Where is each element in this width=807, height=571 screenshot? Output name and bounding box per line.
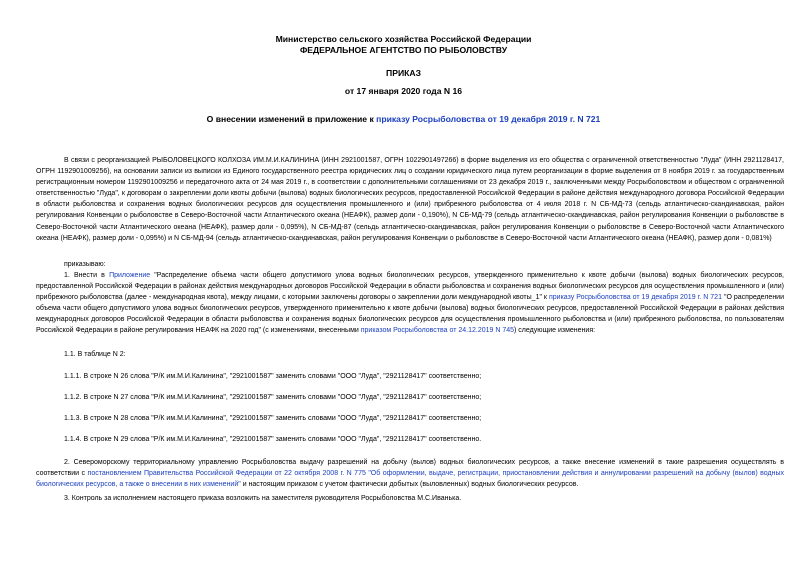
p2-text-a: 2. Североморскому территориальному управлению Росрыболовства выдачу разрешений на добычу (вылов) водных биологических ресурсов, а также внесение изменений в такие разрешения осуществлять в соответствии с — [36, 459, 784, 478]
p1-text-a: 1. Внести в — [64, 272, 110, 279]
order-745-link[interactable]: приказом Росрыболовства от 24.12.2019 N 745 — [360, 327, 515, 335]
title-text: О внесении изменений в приложение к — [206, 114, 377, 124]
paragraph-1-1-2: 1.1.2. В строке N 27 слова "Р/К им.М.И.Калинина", "2921001587" заменить словами "ООО "Луда", "2921128417" соответственно; — [64, 394, 482, 401]
document-title — [0, 114, 807, 124]
resolution-775-link[interactable]: постановлением Правительства Российской Федерации от 22 октября 2008 г. N 775 "Об оформлении, выдаче, регистрации, приостановлении действия и аннулировании разрешений на добычу (вылов) водных биологических ресурсов, а также о внесении в них изменений" — [36, 470, 784, 489]
appendix-link[interactable]: Приложение — [109, 272, 151, 279]
paragraph-1-1-4: 1.1.4. В строке N 29 слова "Р/К им.М.И.Калинина", "2921001587" заменить словами "ООО "Луда", "2921128417" соответственно. — [64, 436, 482, 443]
order-word: приказываю: — [64, 261, 106, 268]
intro-paragraph: В связи с реорганизацией РЫБОЛОВЕЦКОГО КОЛХОЗА ИМ.М.И.КАЛИНИНА (ИНН 2921001587, ОГРН 1022901497266) в форме выделения из его общества с ограниченной ответственностью "Луда" (ИНН 2921128417, ОГРН 1192901009256), на основании записи из выписки из Единого государственного реестра юридических лиц о создании юридического лица путем реорганизации в форме выделения от 8 ноября 2019 г. за государственным регистрационным номером 1192901009256 и передаточного акта от 24 мая 2019 г., в соответствии с дополнительными соглашениями от 23 декабря 2019 г., заключенными между Росрыболовством и обществом с ограниченной ответственностью "Луда", к договорам о закреплении доли квоты добычи (вылова) водных биологических ресурсов, предоставленной Российской Федерации в районе действия международного договора Российской Федерации в области рыболовства и сохранения водных биологических ресурсов для осуществления промышленного и (или) прибрежного рыболовства от 4 июля 2018 г. N СБ-МД-73 (сельдь атлантическо-скандинавская, район регулирования Конвенции о рыболовстве в Северо-Восточной части Атлантического океана (НЕАФК), размер доли - 0,190%), N СБ-МД-79 (сельдь атлантическо-скандинавская, район регулирования Конвенции о рыболовстве в Северо-Восточной части Атлантического океана (НЕАФК), размер доли - 0,095%), N СБ-МД-87 (сельдь атлантическо-скандинавская, район регулирования Конвенции о рыболовстве в Северо-Восточной части Атлантического океана (НЕАФК), размер доли - 0,095%) и N СБ-МД-94 (сельдь атлантическо-скандинавская, район регулирования Конвенции о рыболовстве в Северо-Восточной части Атлантического океана (НЕАФК), размер доли - 0,081%) — [36, 157, 784, 242]
p2-text-b: и настоящим приказом с учетом фактически добытых (выловленных) водных биологических ресурсов. — [240, 481, 579, 489]
ministry-name: Министерство сельского хозяйства Российской Федерации — [275, 34, 532, 44]
document-type: ПРИКАЗ — [386, 68, 421, 78]
document-date-number: от 17 января 2020 года N 16 — [344, 86, 463, 96]
agency-name: ФЕДЕРАЛЬНОЕ АГЕНТСТВО ПО РЫБОЛОВСТВУ — [299, 45, 508, 55]
p1-text-b: "Распределение объема части общего допустимого улова водных биологических ресурсов, утвержденного применительно к квоте добычи (вылова) водных биологических ресурсов, предоставленной Российской Федерации в районах действия международных договоров Российской Федерации в области рыболовства и сохранения водных биологических ресурсов для осуществления промышленного и (или) прибрежного рыболовства (далее - международная квота), между лицами, с которыми заключены договоры о закреплении доли международной квоты_1" к — [36, 272, 784, 302]
paragraph-3: 3. Контроль за исполнением настоящего приказа возложить на заместителя руководителя Росрыболовства М.С.Иванька. — [64, 495, 462, 502]
p1-text-d: ) следующие изменения: — [514, 327, 596, 335]
title-order-link[interactable]: приказу Росрыболовства от 19 декабря 2019 г. N 721 — [376, 114, 601, 124]
paragraph-1 — [36, 270, 784, 338]
paragraph-1-1: 1.1. В таблице N 2: — [64, 351, 126, 358]
paragraph-1-1-1: 1.1.1. В строке N 26 слова "Р/К им.М.И.Калинина", "2921001587" заменить словами "ООО "Луда", "2921128417" соответственно; — [64, 373, 482, 380]
p1-text-c: "О распределении объема части общего допустимого улова водных биологических ресурсов, утвержденного применительно к квоте добычи (вылова) водных биологических ресурсов, предоставленной Российской Федерации в районах действия международных договоров Российской Федерации в области рыболовства и сохранения водных биологических ресурсов для осуществления промышленного рыболовства и (или) прибрежного рыболовства, по пользователям Российской Федерации в районе регулирования НЕАФК на 2020 год" (с изменениями, внесенными — [36, 294, 784, 335]
paragraph-2 — [36, 457, 784, 491]
paragraph-1-1-3: 1.1.3. В строке N 28 слова "Р/К им.М.И.Калинина", "2921001587" заменить словами "ООО "Луда", "2921128417" соответственно; — [64, 415, 482, 422]
order-721-link[interactable]: приказу Росрыболовства от 19 декабря 2019 г. N 721 — [549, 294, 722, 302]
